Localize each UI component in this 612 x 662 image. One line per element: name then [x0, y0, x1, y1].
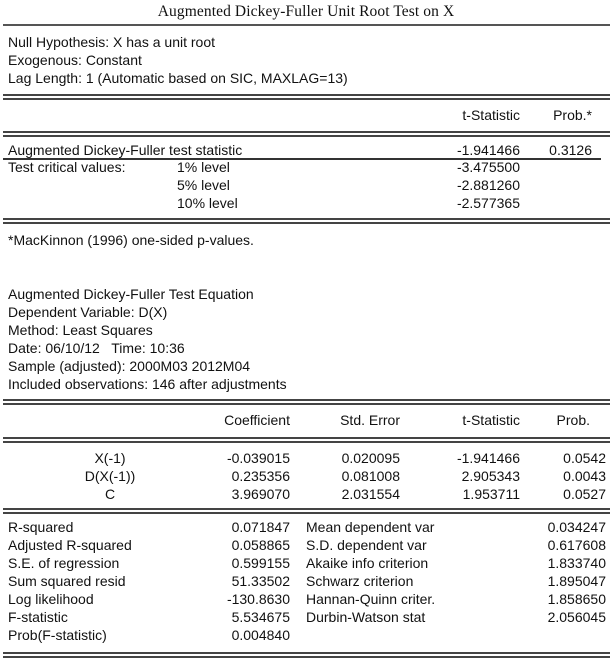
stat-label: Hannan-Quinn criter.: [306, 591, 436, 607]
stat-label: S.E. of regression: [8, 555, 120, 571]
coef-coefficient: 0.235356: [231, 468, 290, 484]
coef-std-error: 0.020095: [341, 450, 400, 466]
coef-col-coefficient: Coefficient: [224, 412, 290, 428]
coef-t-stat: 1.953711: [462, 486, 520, 502]
coef-variable: X(-1): [94, 450, 126, 466]
stat-value: 0.617608: [547, 537, 606, 553]
critical-value-1: -3.475500: [456, 159, 520, 175]
stat-value: 1.858650: [547, 591, 606, 607]
critical-level-5: 5% level: [177, 177, 230, 193]
stat-value: 2.056045: [547, 609, 606, 625]
page-title: Augmented Dickey-Fuller Unit Root Test on X: [157, 3, 455, 20]
coef-variable: C: [104, 486, 116, 502]
dependent-variable: Dependent Variable: D(X): [8, 304, 168, 320]
adf-test-stat-t: -1.941466: [456, 142, 520, 158]
coef-coefficient: 3.969070: [231, 486, 290, 502]
stat-value: 1.833740: [547, 555, 606, 571]
title-divider: [3, 24, 610, 26]
sample: Sample (adjusted): 2000M03 2012M04: [8, 358, 251, 374]
lag-length: Lag Length: 1 (Automatic based on SIC, MAXLAG=13): [8, 70, 348, 86]
stat-label: Sum squared resid: [8, 573, 126, 589]
stat-label: Adjusted R-squared: [8, 537, 132, 553]
stat-value: 1.895047: [547, 573, 606, 589]
adf-col-prob: Prob.*: [553, 107, 592, 123]
stat-label: Durbin-Watson stat: [306, 609, 426, 625]
exogenous: Exogenous: Constant: [8, 52, 142, 68]
coef-col-t-statistic: t-Statistic: [462, 412, 520, 428]
equation-title: Augmented Dickey-Fuller Test Equation: [8, 286, 254, 302]
stat-label: F-statistic: [8, 609, 68, 625]
adf-col-t-statistic: t-Statistic: [462, 107, 520, 123]
adf-table-bottom-border: [3, 218, 610, 224]
coef-header-border: [3, 437, 610, 443]
stat-label: R-squared: [8, 519, 74, 535]
coef-variable: D(X(-1)): [84, 468, 136, 484]
coef-std-error: 2.031554: [341, 486, 400, 502]
stat-label: Schwarz criterion: [306, 573, 414, 589]
null-hypothesis: Null Hypothesis: X has a unit root: [8, 34, 215, 50]
stat-value: 0.004840: [231, 627, 290, 643]
included-observations: Included observations: 146 after adjustments: [8, 376, 287, 392]
stat-value: -130.8630: [226, 591, 290, 607]
coef-table-top-border: [3, 399, 610, 405]
coef-prob: 0.0542: [563, 450, 606, 466]
adf-header-border: [3, 131, 610, 137]
stat-value: 51.33502: [231, 573, 290, 589]
mackinnon-footnote: *MacKinnon (1996) one-sided p-values.: [8, 232, 254, 248]
stat-value: 0.058865: [231, 537, 290, 553]
coef-t-stat: -1.941466: [456, 450, 520, 466]
stat-label: Prob(F-statistic): [8, 627, 107, 643]
stat-value: 5.534675: [231, 609, 290, 625]
critical-values-label: Test critical values:: [8, 159, 126, 175]
coef-col-prob: Prob.: [556, 412, 590, 428]
adf-test-stat-label: Augmented Dickey-Fuller test statistic: [8, 142, 243, 158]
stat-value: 0.034247: [547, 519, 606, 535]
method: Method: Least Squares: [8, 322, 153, 338]
stat-label: Mean dependent var: [306, 519, 435, 535]
coef-prob: 0.0043: [563, 468, 606, 484]
critical-value-10: -2.577365: [456, 195, 520, 211]
stats-bottom-border: [3, 652, 610, 658]
adf-table-top-border: [3, 94, 610, 100]
coef-prob: 0.0527: [563, 486, 606, 502]
coef-col-std-error: Std. Error: [340, 412, 400, 428]
date-time: Date: 06/10/12 Time: 10:36: [8, 340, 185, 356]
coef-table-bottom-border: [3, 508, 610, 514]
coef-t-stat: 2.905343: [461, 468, 520, 484]
stat-label: Akaike info criterion: [306, 555, 429, 571]
coef-std-error: 0.081008: [341, 468, 400, 484]
stat-value: 0.071847: [231, 519, 290, 535]
coef-coefficient: -0.039015: [226, 450, 290, 466]
stat-label: S.D. dependent var: [306, 537, 427, 553]
critical-level-10: 10% level: [177, 195, 238, 211]
stat-label: Log likelihood: [8, 591, 94, 607]
stat-value: 0.599155: [231, 555, 290, 571]
adf-test-stat-prob: 0.3126: [549, 142, 592, 158]
critical-level-1: 1% level: [177, 159, 230, 175]
critical-value-5: -2.881260: [456, 177, 520, 193]
